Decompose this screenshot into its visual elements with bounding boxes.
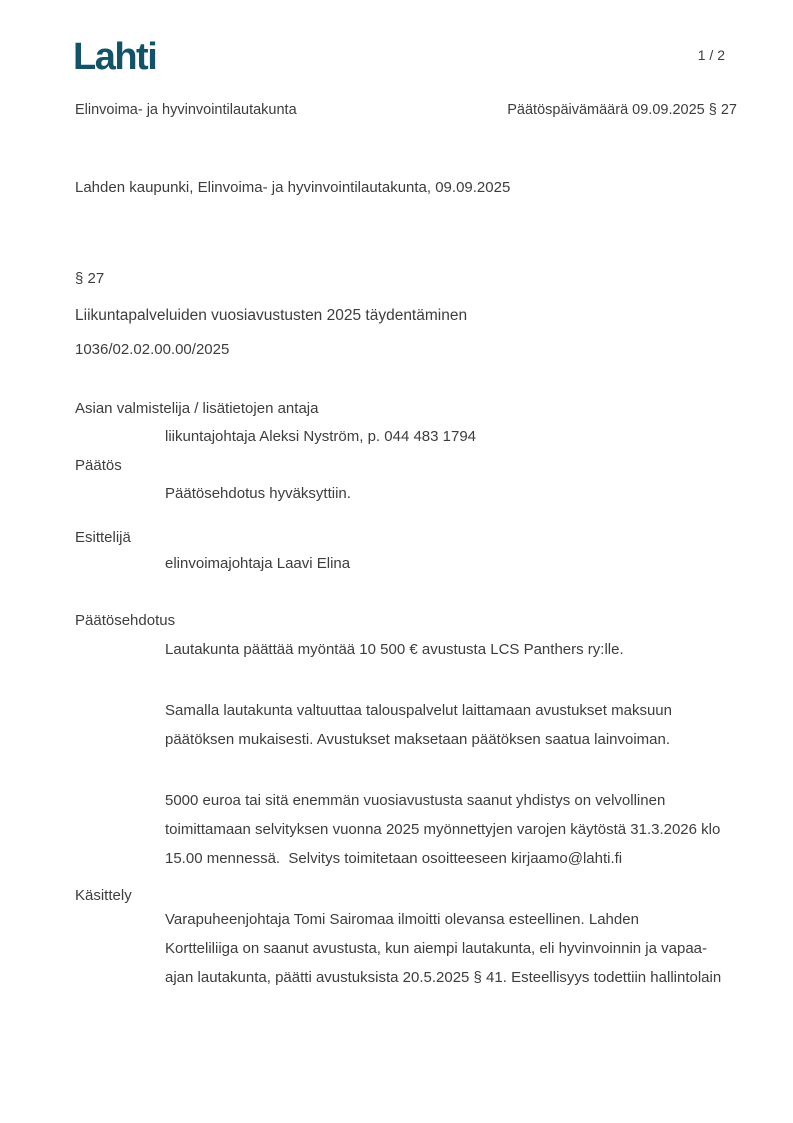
paragraph-line: 15.00 mennessä. Selvitys toimitetaan osoitteeseen kirjaamo@lahti.fi xyxy=(165,850,623,867)
header-row xyxy=(75,102,737,118)
section-label-esittelija: Esittelijä xyxy=(75,529,131,546)
paragraph-line: toimittamaan selvityksen vuonna 2025 myönnettyjen varojen käytöstä 31.3.2026 klo xyxy=(165,821,721,838)
paatos-value: Päätösehdotus hyväksyttiin. xyxy=(165,485,351,502)
paragraph-line: Varapuheenjohtaja Tomi Sairomaa ilmoitti olevansa esteellinen. Lahden xyxy=(165,911,639,928)
section-mark: § 27 xyxy=(75,270,105,287)
lahti-logo: Lahti xyxy=(73,36,157,78)
paragraph-payment xyxy=(165,696,672,754)
paragraph-report-obligation xyxy=(165,786,720,873)
paragraph-line: päätöksen mukaisesti. Avustukset maksetaan päätöksen saatua lainvoiman. xyxy=(165,731,671,748)
section-label-valmistelija: Asian valmistelija / lisätietojen antaja xyxy=(75,400,319,417)
paragraph-line: ajan lautakunta, päätti avustuksista 20.5.2025 § 41. Esteellisyys todettiin hallintolain xyxy=(165,969,722,986)
valmistelija-value: liikuntajohtaja Aleksi Nyström, p. 044 483 1794 xyxy=(165,428,477,445)
header-committee: Elinvoima- ja hyvinvointilautakunta xyxy=(75,102,297,118)
document-title: Liikuntapalveluiden vuosiavustusten 2025 täydentäminen xyxy=(75,307,468,324)
paragraph-line: 5000 euroa tai sitä enemmän vuosiavustusta saanut yhdistys on velvollinen xyxy=(165,792,666,809)
paragraph-kasittely xyxy=(165,905,721,992)
header-decision-date: Päätöspäivämäärä 09.09.2025 § 27 xyxy=(507,102,737,118)
page-number: 1 / 2 xyxy=(697,47,725,63)
section-label-paatosehdotus: Päätösehdotus xyxy=(75,612,176,629)
paragraph-line: Kortteliliiga on saanut avustusta, kun aiempi lautakunta, eli hyvinvoinnin ja vapaa- xyxy=(165,940,707,957)
grant-line: Lautakunta päättää myöntää 10 500 € avustusta LCS Panthers ry:lle. xyxy=(165,641,624,658)
document-intro-line: Lahden kaupunki, Elinvoima- ja hyvinvointilautakunta, 09.09.2025 xyxy=(75,179,511,196)
esittelija-value: elinvoimajohtaja Laavi Elina xyxy=(165,555,351,572)
section-label-kasittely: Käsittely xyxy=(75,887,132,904)
paragraph-line: Samalla lautakunta valtuuttaa talouspalvelut laittamaan avustukset maksuun xyxy=(165,702,672,719)
case-number: 1036/02.02.00.00/2025 xyxy=(75,341,230,358)
section-label-paatos: Päätös xyxy=(75,457,122,474)
